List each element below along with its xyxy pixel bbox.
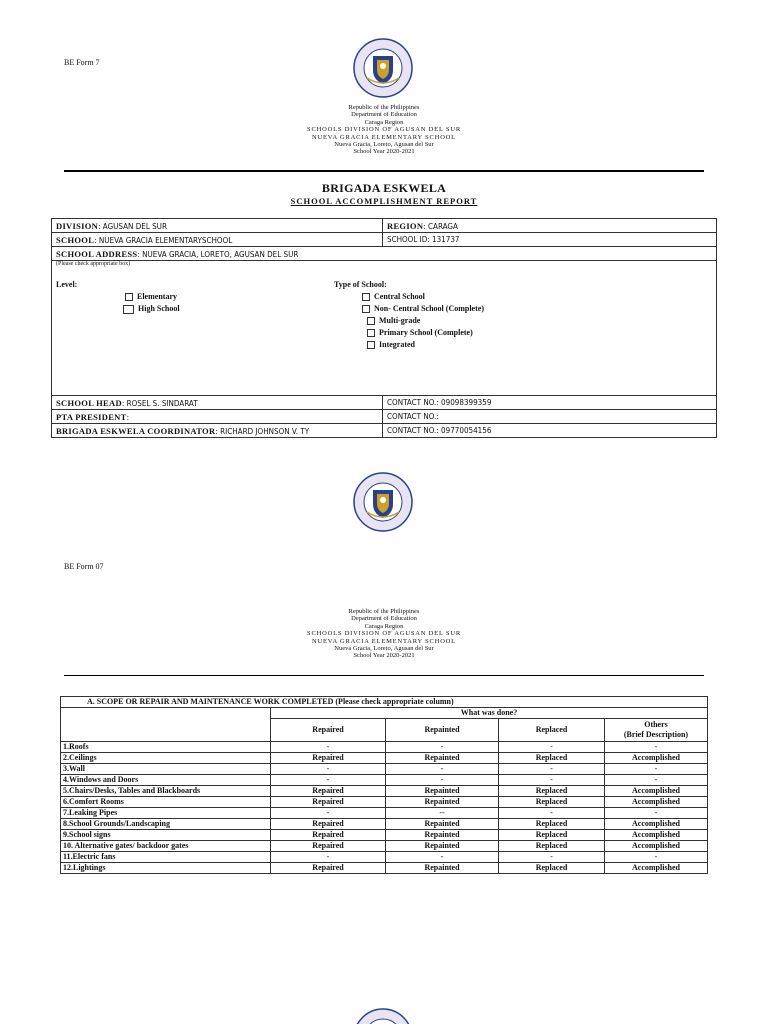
- deped-seal-logo: [353, 472, 413, 532]
- table-row: [61, 786, 708, 797]
- replaced-cell: Replaced: [499, 830, 605, 841]
- what-was-done-header: What was done?: [271, 708, 708, 719]
- col-repainted: Repainted: [386, 719, 499, 742]
- others-cell: -: [605, 852, 708, 863]
- row-item: 8.School Grounds/Landscaping: [61, 819, 271, 830]
- division-cell: DIVISION: AGUSAN DEL SUR: [52, 219, 383, 233]
- type-option-integrated[interactable]: Integrated: [367, 340, 415, 349]
- header-address: Nueva Gracia, Loreto, Agusan del Sur: [334, 141, 434, 149]
- repainted-cell: --: [386, 808, 499, 819]
- col-replaced: Replaced: [499, 719, 605, 742]
- table-row: [61, 819, 708, 830]
- row-item: 6.Comfort Rooms: [61, 797, 271, 808]
- table-row: [61, 852, 708, 863]
- replaced-cell: Replaced: [499, 797, 605, 808]
- level-label: Level: [56, 280, 75, 289]
- header-address: Nueva Gracia, Loreto, Agusan del Sur: [334, 645, 434, 653]
- repaired-cell: -: [271, 764, 386, 775]
- repaired-cell: Repaired: [271, 786, 386, 797]
- table-row: [61, 753, 708, 764]
- others-cell: Accomplished: [605, 841, 708, 852]
- replaced-cell: -: [499, 808, 605, 819]
- school-head-contact: CONTACT NO.: 09098399359: [383, 396, 717, 410]
- others-cell: Accomplished: [605, 753, 708, 764]
- header-block-2: [0, 608, 768, 660]
- header-school: NUEVA GRACIA ELEMENTARY SCHOOL: [312, 637, 456, 645]
- repainted-cell: Repainted: [386, 819, 499, 830]
- type-label: Type of School:: [334, 280, 387, 289]
- replaced-cell: Replaced: [499, 863, 605, 874]
- replaced-cell: Replaced: [499, 819, 605, 830]
- school-id-cell: SCHOOL ID: 131737: [383, 233, 717, 247]
- row-item: 12.Lightings: [61, 863, 271, 874]
- header-department: Department of Education: [351, 111, 417, 119]
- row-item: 5.Chairs/Desks, Tables and Blackboards: [61, 786, 271, 797]
- header-department: Department of Education: [351, 615, 417, 623]
- others-cell: -: [605, 775, 708, 786]
- repainted-cell: Repainted: [386, 863, 499, 874]
- replaced-cell: -: [499, 852, 605, 863]
- others-cell: Accomplished: [605, 797, 708, 808]
- table-row: [61, 830, 708, 841]
- replaced-cell: Replaced: [499, 786, 605, 797]
- deped-seal-logo: [353, 1008, 413, 1024]
- report-subtitle: SCHOOL ACCOMPLISHMENT REPORT: [290, 196, 478, 206]
- header-school-year: School Year 2020-2021: [353, 652, 415, 660]
- replaced-cell: Replaced: [499, 841, 605, 852]
- others-cell: -: [605, 764, 708, 775]
- others-cell: Accomplished: [605, 830, 708, 841]
- checkbox-icon[interactable]: [367, 341, 375, 349]
- header-division: SCHOOLS DIVISION OF AGUSAN DEL SUR: [307, 630, 461, 638]
- table-row: [61, 742, 708, 753]
- replaced-cell: Replaced: [499, 753, 605, 764]
- repainted-cell: Repainted: [386, 797, 499, 808]
- repaired-cell: -: [271, 852, 386, 863]
- header-region: Caraga Region: [364, 118, 404, 126]
- repaired-cell: -: [271, 808, 386, 819]
- repaired-cell: Repaired: [271, 863, 386, 874]
- replaced-cell: -: [499, 764, 605, 775]
- school-head-cell: SCHOOL HEAD: ROSEL S. SINDARAT: [52, 396, 383, 410]
- header-block: [0, 104, 768, 156]
- level-option-elementary[interactable]: Elementary: [125, 292, 177, 301]
- type-option-multigrade[interactable]: Multi-grade: [367, 316, 420, 325]
- row-item: 4.Windows and Doors: [61, 775, 271, 786]
- header-division: SCHOOLS DIVISION OF AGUSAN DEL SUR: [307, 126, 461, 134]
- pta-contact: CONTACT NO.:: [383, 410, 717, 424]
- row-item: 9.School signs: [61, 830, 271, 841]
- repaired-cell: -: [271, 775, 386, 786]
- others-cell: -: [605, 808, 708, 819]
- col-others: Others (Brief Description): [605, 719, 708, 742]
- type-option-primary[interactable]: Primary School (Complete): [367, 328, 473, 337]
- others-cell: Accomplished: [605, 819, 708, 830]
- coordinator-contact: CONTACT NO.: 09770054156: [383, 424, 717, 438]
- school-type-cell: (Please check appropriate box) Level: Elementary High School Type of School: Central School Non- Central School (Complete) Multi-grade Primary School (Complete) Integrated: [52, 261, 717, 396]
- others-cell: Accomplished: [605, 863, 708, 874]
- col-repaired: Repaired: [271, 719, 386, 742]
- check-note: (Please check appropriate box): [56, 261, 131, 267]
- section-title: A. SCOPE OR REPAIR AND MAINTENANCE WORK COMPLETED (Please check appropriate column): [61, 697, 708, 708]
- header-region: Caraga Region: [364, 622, 404, 630]
- repaired-cell: Repaired: [271, 830, 386, 841]
- replaced-cell: -: [499, 775, 605, 786]
- repaired-cell: Repaired: [271, 797, 386, 808]
- type-option-central[interactable]: Central School: [362, 292, 425, 301]
- row-item: 11.Electric fans: [61, 852, 271, 863]
- repainted-cell: Repainted: [386, 753, 499, 764]
- type-option-non-central[interactable]: Non- Central School (Complete): [362, 304, 484, 313]
- row-item: 7.Leaking Pipes: [61, 808, 271, 819]
- checkbox-icon[interactable]: [367, 317, 375, 325]
- repainted-cell: -: [386, 764, 499, 775]
- row-item: 2.Ceilings: [61, 753, 271, 764]
- replaced-cell: -: [499, 742, 605, 753]
- table-row: [61, 863, 708, 874]
- header-divider: [64, 170, 704, 172]
- checkbox-icon[interactable]: [367, 329, 375, 337]
- row-item: 1.Roofs: [61, 742, 271, 753]
- repainted-cell: Repainted: [386, 841, 499, 852]
- pta-president-cell: PTA PRESIDENT:: [52, 410, 383, 424]
- repaired-cell: Repaired: [271, 841, 386, 852]
- report-title: BRIGADA ESKWELA: [321, 181, 447, 195]
- header-republic: Republic of the Philippines: [348, 608, 420, 615]
- form-number-2: BE Form 07: [64, 562, 104, 571]
- table-row: [61, 764, 708, 775]
- form-number: BE Form 7: [64, 58, 100, 67]
- table-row: [61, 808, 708, 819]
- repainted-cell: -: [386, 775, 499, 786]
- repaired-cell: Repaired: [271, 753, 386, 764]
- table-row: [61, 775, 708, 786]
- deped-seal-logo: [353, 38, 413, 98]
- checkbox-icon[interactable]: [125, 293, 133, 301]
- header-school: NUEVA GRACIA ELEMENTARY SCHOOL: [312, 133, 456, 141]
- region-cell: REGION: CARAGA: [383, 219, 717, 233]
- level-option-high-school[interactable]: High School: [123, 304, 180, 314]
- maintenance-work-table: [60, 696, 708, 874]
- others-cell: Accomplished: [605, 786, 708, 797]
- coordinator-cell: BRIGADA ESKWELA COORDINATOR: RICHARD JOHNSON V. TY: [52, 424, 383, 438]
- repaired-cell: -: [271, 742, 386, 753]
- repainted-cell: Repainted: [386, 786, 499, 797]
- checkbox-icon[interactable]: [362, 293, 370, 301]
- repainted-cell: -: [386, 852, 499, 863]
- address-cell: SCHOOL ADDRESS: NUEVA GRACIA, LORETO, AGUSAN DEL SUR: [52, 247, 717, 261]
- repainted-cell: Repainted: [386, 830, 499, 841]
- header-school-year: School Year 2020-2021: [353, 148, 415, 156]
- checkbox-icon[interactable]: [123, 305, 134, 314]
- others-cell: -: [605, 742, 708, 753]
- repaired-cell: Repaired: [271, 819, 386, 830]
- repainted-cell: -: [386, 742, 499, 753]
- table-row: [61, 841, 708, 852]
- checkbox-icon[interactable]: [362, 305, 370, 313]
- school-info-table: [51, 218, 717, 438]
- header-divider-2: [64, 675, 704, 676]
- table-row: [61, 797, 708, 808]
- school-cell: SCHOOL: NUEVA GRACIA ELEMENTARYSCHOOL: [52, 233, 383, 247]
- row-item: 10. Alternative gates/ backdoor gates: [61, 841, 271, 852]
- header-republic: Republic of the Philippines: [348, 104, 420, 111]
- row-item: 3.Wall: [61, 764, 271, 775]
